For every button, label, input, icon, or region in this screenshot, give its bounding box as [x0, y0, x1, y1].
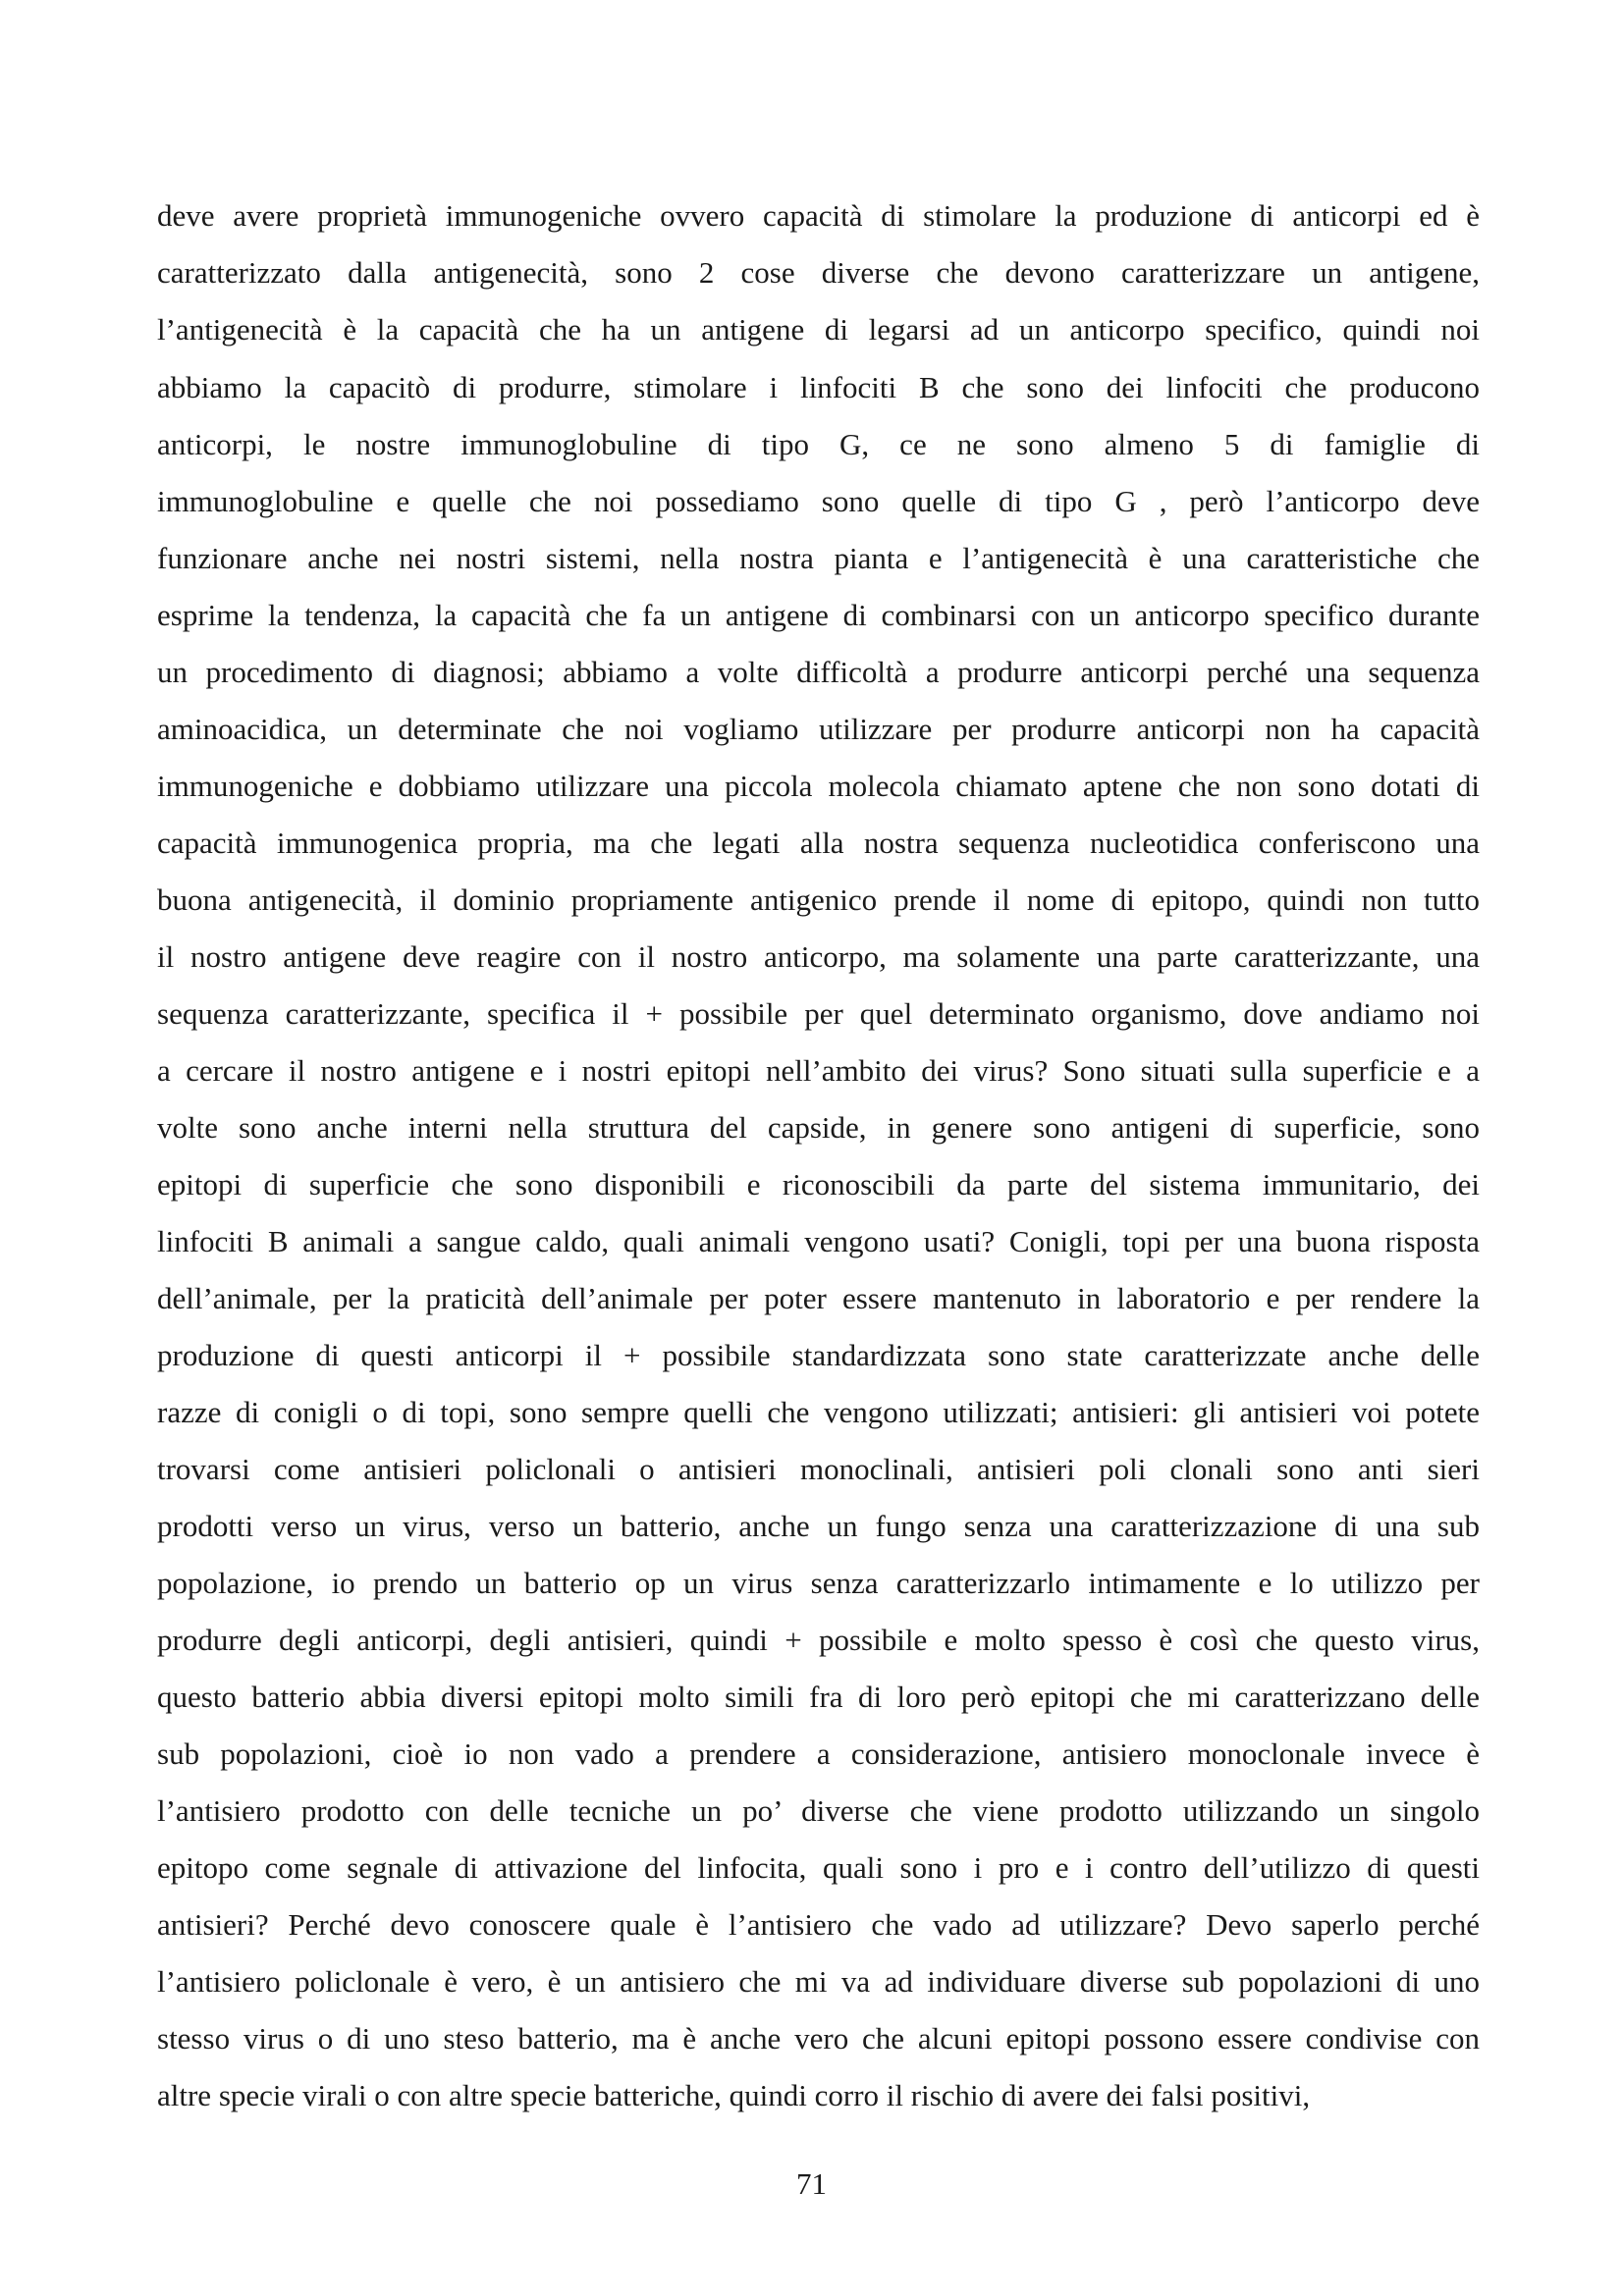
body-text-line: buona antigenecità, il dominio propriamente antigenico prende il nome di epitopo, quindi non tutto [157, 882, 1480, 917]
body-text-line: a cercare il nostro antigene e i nostri epitopi nell’ambito dei virus? Sono situati sulla superficie e a [157, 1053, 1480, 1088]
body-text-line: dell’animale, per la praticità dell’animale per poter essere mantenuto in laboratorio e per rendere la [157, 1281, 1480, 1315]
body-text-line: trovarsi come antisieri policlonali o antisieri monoclinali, antisieri poli clonali sono anti sieri [157, 1452, 1480, 1486]
body-text-line: epitopo come segnale di attivazione del linfocita, quali sono i pro e i contro dell’utilizzo di questi [157, 1850, 1480, 1885]
body-text-line: un procedimento di diagnosi; abbiamo a volte difficoltà a produrre anticorpi perché una sequenza [157, 655, 1480, 689]
body-text-line: sequenza caratterizzante, specifica il + possibile per quel determinato organismo, dove andiamo noi [157, 996, 1480, 1031]
body-text-line: volte sono anche interni nella struttura del capside, in genere sono antigeni di superficie, sono [157, 1110, 1480, 1145]
body-text-line: il nostro antigene deve reagire con il nostro anticorpo, ma solamente una parte caratterizzante, una [157, 939, 1480, 974]
body-text-line: aminoacidica, un determinate che noi vogliamo utilizzare per produrre anticorpi non ha capacità [157, 712, 1480, 746]
body-text-line: sub popolazioni, cioè io non vado a prendere a considerazione, antisiero monoclonale invece è [157, 1736, 1480, 1771]
body-text-line: anticorpi, le nostre immunoglobuline di tipo G, ce ne sono almeno 5 di famiglie di [157, 427, 1480, 461]
body-text-line: produrre degli anticorpi, degli antisieri, quindi + possibile e molto spesso è così che questo virus, [157, 1623, 1480, 1657]
body-text-line: l’antisiero policlonale è vero, è un antisiero che mi va ad individuare diverse sub popolazioni di uno [157, 1964, 1480, 1999]
body-text-line: abbiamo la capacitò di produrre, stimolare i linfociti B che sono dei linfociti che producono [157, 370, 1480, 404]
body-text-line: linfociti B animali a sangue caldo, quali animali vengono usati? Conigli, topi per una buona risposta [157, 1224, 1480, 1258]
body-text-line: produzione di questi anticorpi il + possibile standardizzata sono state caratterizzate anche delle [157, 1338, 1480, 1372]
body-text-line: immunogeniche e dobbiamo utilizzare una piccola molecola chiamato aptene che non sono dotati di [157, 769, 1480, 803]
body-text-line: funzionare anche nei nostri sistemi, nella nostra pianta e l’antigenecità è una caratteristiche che [157, 541, 1480, 575]
body-text-line: popolazione, io prendo un batterio op un virus senza caratterizzarlo intimamente e lo utilizzo per [157, 1566, 1480, 1600]
body-text-line: stesso virus o di uno steso batterio, ma è anche vero che alcuni epitopi possono essere condivise con [157, 2021, 1480, 2056]
body-text-line: caratterizzato dalla antigenecità, sono 2 cose diverse che devono caratterizzare un antigene, [157, 255, 1480, 290]
body-text-line: prodotti verso un virus, verso un batterio, anche un fungo senza una caratterizzazione di una sub [157, 1509, 1480, 1543]
body-text-line: razze di conigli o di topi, sono sempre quelli che vengono utilizzati; antisieri: gli antisieri voi potete [157, 1395, 1480, 1429]
body-text-line: questo batterio abbia diversi epitopi molto simili fra di loro però epitopi che mi caratterizzano delle [157, 1680, 1480, 1714]
body-text-line: immunoglobuline e quelle che noi possediamo sono quelle di tipo G , però l’anticorpo deve [157, 484, 1480, 518]
body-text-line: antisieri? Perché devo conoscere quale è l’antisiero che vado ad utilizzare? Devo saperlo perché [157, 1907, 1480, 1942]
body-text-line: esprime la tendenza, la capacità che fa un antigene di combinarsi con un anticorpo specifico durante [157, 598, 1480, 632]
body-text-line: l’antigenecità è la capacità che ha un antigene di legarsi ad un anticorpo specifico, quindi noi [157, 312, 1480, 347]
page-number: 71 [796, 2166, 827, 2201]
body-text-line: l’antisiero prodotto con delle tecniche un po’ diverse che viene prodotto utilizzando un singolo [157, 1793, 1480, 1828]
body-text-line: deve avere proprietà immunogeniche ovvero capacità di stimolare la produzione di anticorpi ed è [157, 198, 1480, 233]
body-text-line: epitopi di superficie che sono disponibili e riconoscibili da parte del sistema immunitario, dei [157, 1167, 1480, 1201]
body-text-line: capacità immunogenica propria, ma che legati alla nostra sequenza nucleotidica conferiscono una [157, 826, 1480, 860]
body-text-line: altre specie virali o con altre specie batteriche, quindi corro il rischio di avere dei falsi positivi, [157, 2078, 1311, 2112]
